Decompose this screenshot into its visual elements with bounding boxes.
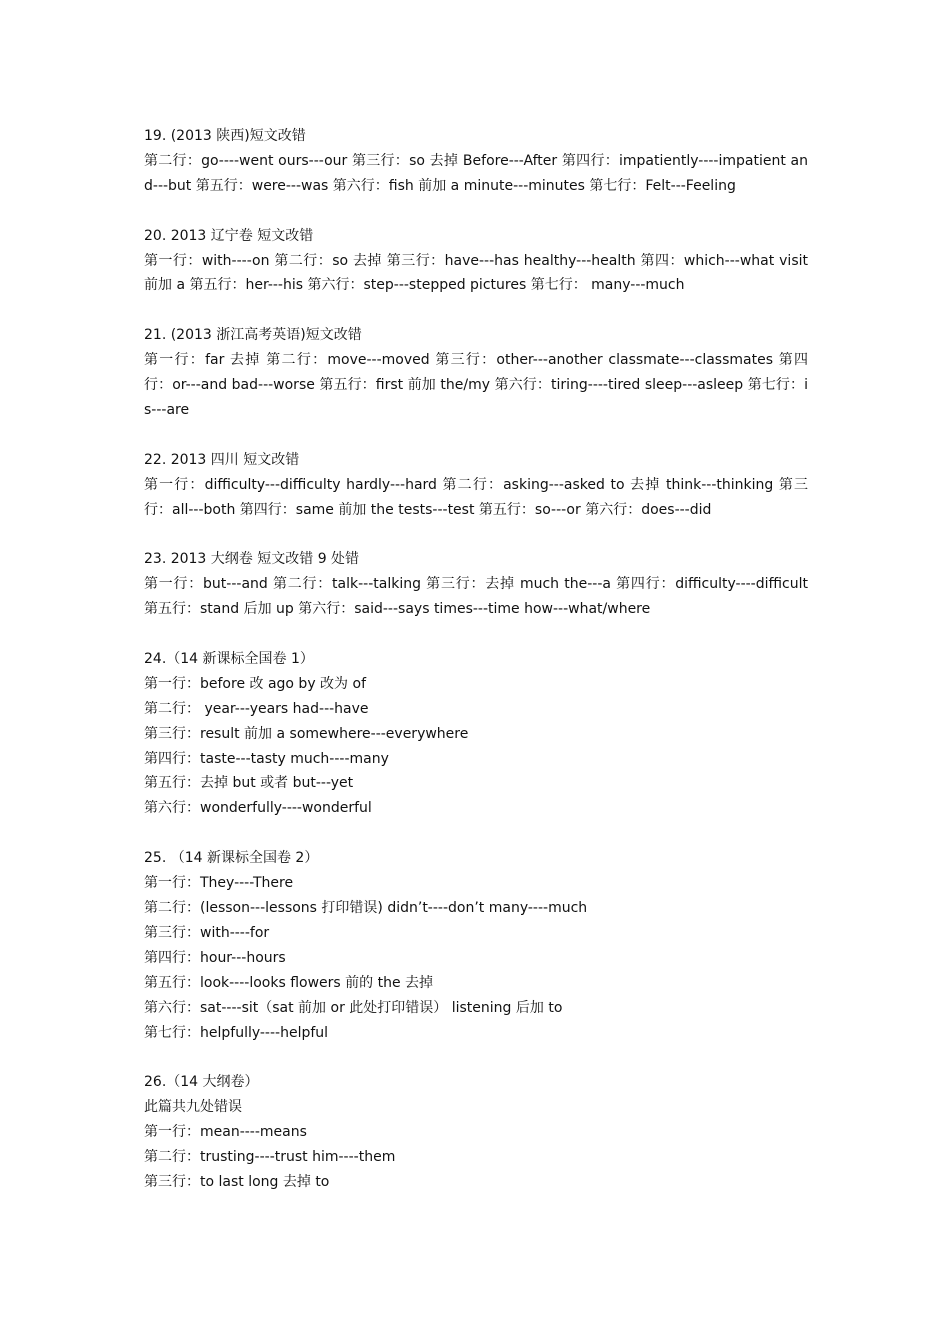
section-22 — [144, 448, 808, 523]
answer-line: 第六行：wonderfully----wonderful — [144, 800, 372, 817]
answer-line: 第六行：sat----sit（sat 前加 or 此处打印错误） listening 后加 to — [144, 999, 563, 1016]
answer-line: 此篇共九处错误 — [144, 1099, 242, 1116]
answer-line: 第七行：helpfully----helpful — [144, 1024, 329, 1041]
answer-line: 第二行：trusting----trust him----them — [144, 1149, 396, 1166]
section-title: 23. 2013 大纲卷 短文改错 9 处错 — [144, 551, 360, 568]
section-title: 21. (2013 浙江高考英语)短文改错 — [144, 327, 362, 344]
section-26 — [144, 1070, 808, 1195]
answer-line: 第二行： year---years had---have — [144, 700, 369, 717]
answer-line: 第四行：taste---tasty much----many — [144, 750, 389, 767]
answer-line: 第五行：去掉 but 或者 but---yet — [144, 775, 354, 792]
answer-line: 第一行：mean----means — [144, 1124, 307, 1141]
answer-line: 第三行：with----for — [144, 924, 270, 941]
section-19 — [144, 124, 808, 199]
section-title: 20. 2013 辽宁卷 短文改错 — [144, 227, 314, 244]
answer-line: 第五行：look----looks flowers 前的 the 去掉 — [144, 974, 434, 991]
answer-line: 第一行：They----There — [144, 875, 294, 892]
section-24 — [144, 647, 808, 821]
section-title: 25. （14 新课标全国卷 2） — [144, 850, 319, 867]
answer-line: 第三行：result 前加 a somewhere---everywhere — [144, 725, 469, 742]
section-paragraph: 第一行：difficulty---difficulty hardly---hard 第二行：asking---asked to 去掉 think---thinking 第三行：all---both 第四行：same 前加 the tests---test 第五行：so---or 第六行：does---did — [144, 476, 808, 518]
section-25 — [144, 846, 808, 1045]
section-paragraph: 第一行：but---and 第二行：talk---talking 第三行：去掉 much the---a 第四行：difficulty----difficult 第五行：stand 后加 up 第六行：said---says times---time how---what/where — [144, 576, 808, 618]
section-title: 26.（14 大纲卷） — [144, 1074, 259, 1091]
answer-line: 第一行：before 改 ago by 改为 of — [144, 675, 367, 692]
section-paragraph: 第一行：with----on 第二行：so 去掉 第三行：have---has healthy---health 第四：which---what visit 前加 a 第五行：her---his 第六行：step---stepped pictures 第七行： many---much — [144, 252, 808, 294]
section-paragraph: 第一行：far 去掉 第二行：move---moved 第三行：other---another classmate---classmates 第四行：or---and bad---worse 第五行：first 前加 the/my 第六行：tiring----tired sleep---asleep 第七行：is---are — [144, 352, 808, 418]
section-paragraph: 第二行：go----went ours---our 第三行：so 去掉 Before---After 第四行：impatiently----impatient and---but 第五行：were---was 第六行：fish 前加 a minute---minutes 第七行：Felt---Feeling — [144, 152, 808, 194]
section-title: 22. 2013 四川 短文改错 — [144, 451, 300, 468]
answer-line: 第四行：hour---hours — [144, 949, 286, 966]
section-20 — [144, 224, 808, 299]
section-title: 19. (2013 陕西)短文改错 — [144, 128, 306, 144]
section-title: 24.（14 新课标全国卷 1） — [144, 650, 314, 667]
answer-line: 第三行：to last long 去掉 to — [144, 1173, 330, 1190]
document-page — [144, 124, 808, 1220]
section-23 — [144, 547, 808, 622]
section-21 — [144, 323, 808, 423]
answer-line: 第二行：(lesson---lessons 打印错误) didn’t----don’t many----much — [144, 900, 588, 916]
